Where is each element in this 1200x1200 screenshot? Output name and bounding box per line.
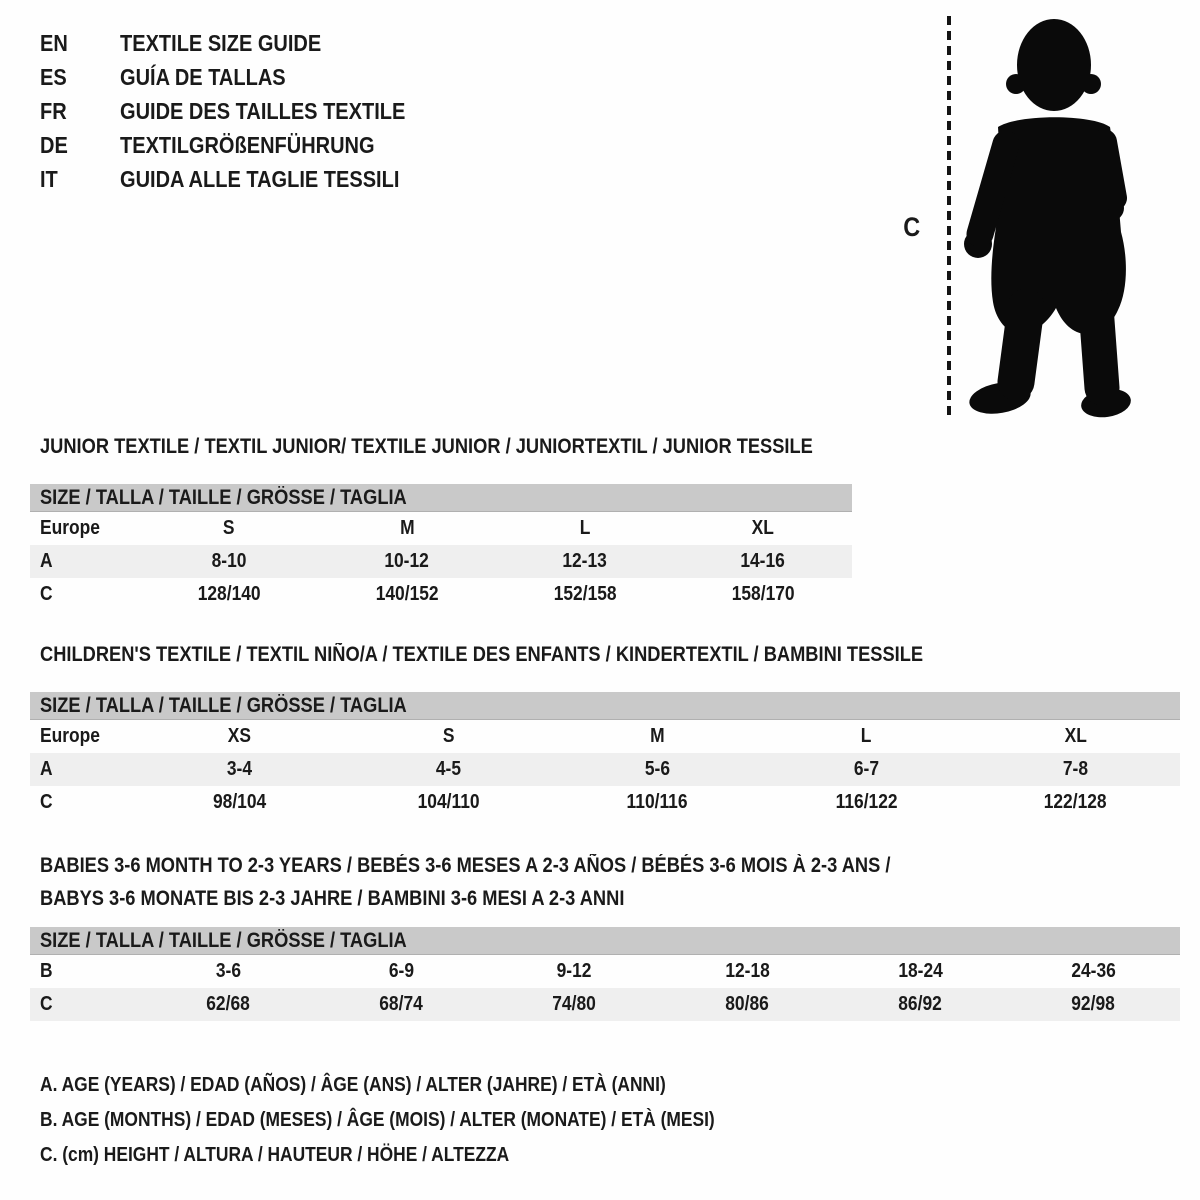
baby-silhouette-icon <box>958 12 1143 420</box>
language-title: GUÍA DE TALLAS <box>120 64 286 90</box>
value-cell: 140/152 <box>375 583 439 605</box>
table-row-height-cm <box>30 578 852 611</box>
value-cell: 116/122 <box>835 791 898 813</box>
value-cell: 152/158 <box>553 583 617 605</box>
value-cell: 4-5 <box>435 758 462 780</box>
value-cell: 6-9 <box>388 960 415 982</box>
height-measure-dashed-line <box>947 16 951 417</box>
size-header-bar-children: SIZE / TALLA / TAILLE / GRÖSSE / TAGLIA <box>30 692 1180 720</box>
language-code: FR <box>40 98 67 124</box>
table-row-height-cm <box>30 988 1180 1021</box>
language-list <box>40 26 448 196</box>
section-title-babies-line2: BABYS 3-6 MONATE BIS 2-3 JAHRE / BAMBINI 3-6 MESI A 2-3 ANNI <box>40 887 625 910</box>
language-title: GUIDE DES TAILLES TEXTILE <box>120 98 406 124</box>
size-cell: XS <box>227 725 252 747</box>
value-cell: 62/68 <box>206 993 251 1015</box>
language-code: DE <box>40 132 68 158</box>
row-label: C <box>40 791 53 813</box>
language-title: TEXTILGRÖßENFÜHRUNG <box>120 132 375 158</box>
legend-line-c: C. (cm) HEIGHT / ALTURA / HAUTEUR / HÖHE / ALTEZZA <box>40 1144 510 1166</box>
size-table-children <box>30 720 1180 819</box>
section-title-babies-line1: BABIES 3-6 MONTH TO 2-3 YEARS / BEBÉS 3-6 MESES A 2-3 AÑOS / BÉBÉS 3-6 MOIS À 2-3 ANS / <box>40 854 891 877</box>
section-title-junior: JUNIOR TEXTILE / TEXTIL JUNIOR/ TEXTILE JUNIOR / JUNIORTEXTIL / JUNIOR TESSILE <box>40 435 813 458</box>
size-cell: XL <box>1064 725 1087 747</box>
language-code: ES <box>40 64 67 90</box>
row-label: A <box>40 550 53 572</box>
value-cell: 12-13 <box>562 550 608 572</box>
table-row-age-years <box>30 545 852 578</box>
size-cell: XL <box>751 517 775 539</box>
language-title: TEXTILE SIZE GUIDE <box>120 30 322 56</box>
row-label: Europe <box>40 517 100 539</box>
value-cell: 24-36 <box>1071 960 1116 982</box>
row-label: A <box>40 758 53 780</box>
size-table-junior <box>30 512 852 611</box>
height-measure-label: C <box>903 212 921 242</box>
legend-line-a: A. AGE (YEARS) / EDAD (AÑOS) / ÂGE (ANS) / ALTER (JAHRE) / ETÀ (ANNI) <box>40 1074 666 1096</box>
value-cell: 10-12 <box>384 550 430 572</box>
legend-line-b: B. AGE (MONTHS) / EDAD (MESES) / ÂGE (MOIS) / ALTER (MONATE) / ETÀ (MESI) <box>40 1109 715 1131</box>
language-row-es <box>40 60 448 94</box>
size-cell: L <box>861 725 872 747</box>
value-cell: 6-7 <box>853 758 880 780</box>
language-code: EN <box>40 30 68 56</box>
value-cell: 3-6 <box>215 960 242 982</box>
value-cell: 12-18 <box>725 960 770 982</box>
value-cell: 3-4 <box>226 758 253 780</box>
value-cell: 14-16 <box>740 550 786 572</box>
value-cell: 74/80 <box>552 993 597 1015</box>
size-header-bar-babies: SIZE / TALLA / TAILLE / GRÖSSE / TAGLIA <box>30 927 1180 955</box>
value-cell: 128/140 <box>197 583 261 605</box>
table-row-europe <box>30 512 852 545</box>
size-cell: L <box>579 517 591 539</box>
value-cell: 9-12 <box>557 960 592 982</box>
value-cell: 104/110 <box>417 791 480 813</box>
legend <box>40 1068 816 1173</box>
value-cell: 98/104 <box>212 791 267 813</box>
value-cell: 86/92 <box>898 993 943 1015</box>
language-code: IT <box>40 166 58 192</box>
size-cell: S <box>442 725 455 747</box>
value-cell: 18-24 <box>898 960 943 982</box>
table-row-height-cm <box>30 786 1180 819</box>
value-cell: 122/128 <box>1044 791 1107 813</box>
value-cell: 68/74 <box>379 993 424 1015</box>
row-label: Europe <box>40 725 100 747</box>
value-cell: 80/86 <box>725 993 770 1015</box>
size-cell: M <box>399 517 415 539</box>
language-row-it <box>40 162 448 196</box>
size-header-bar-junior: SIZE / TALLA / TAILLE / GRÖSSE / TAGLIA <box>30 484 852 512</box>
value-cell: 8-10 <box>211 550 247 572</box>
table-row-age-months <box>30 955 1180 988</box>
value-cell: 92/98 <box>1071 993 1116 1015</box>
size-cell: S <box>223 517 235 539</box>
language-row-de <box>40 128 448 162</box>
row-label: C <box>40 583 53 605</box>
row-label: B <box>40 960 53 982</box>
section-title-babies <box>40 849 1018 915</box>
table-row-age-years <box>30 753 1180 786</box>
value-cell: 110/116 <box>627 791 688 813</box>
row-label: C <box>40 993 53 1015</box>
language-row-fr <box>40 94 448 128</box>
value-cell: 5-6 <box>644 758 671 780</box>
table-row-europe <box>30 720 1180 753</box>
language-row-en <box>40 26 448 60</box>
section-title-children: CHILDREN'S TEXTILE / TEXTIL NIÑO/A / TEXTILE DES ENFANTS / KINDERTEXTIL / BAMBINI TESSILE <box>40 643 924 666</box>
language-title: GUIDA ALLE TAGLIE TESSILI <box>120 166 400 192</box>
value-cell: 158/170 <box>731 583 795 605</box>
size-table-babies <box>30 955 1180 1021</box>
value-cell: 7-8 <box>1062 758 1089 780</box>
size-cell: M <box>650 725 665 747</box>
